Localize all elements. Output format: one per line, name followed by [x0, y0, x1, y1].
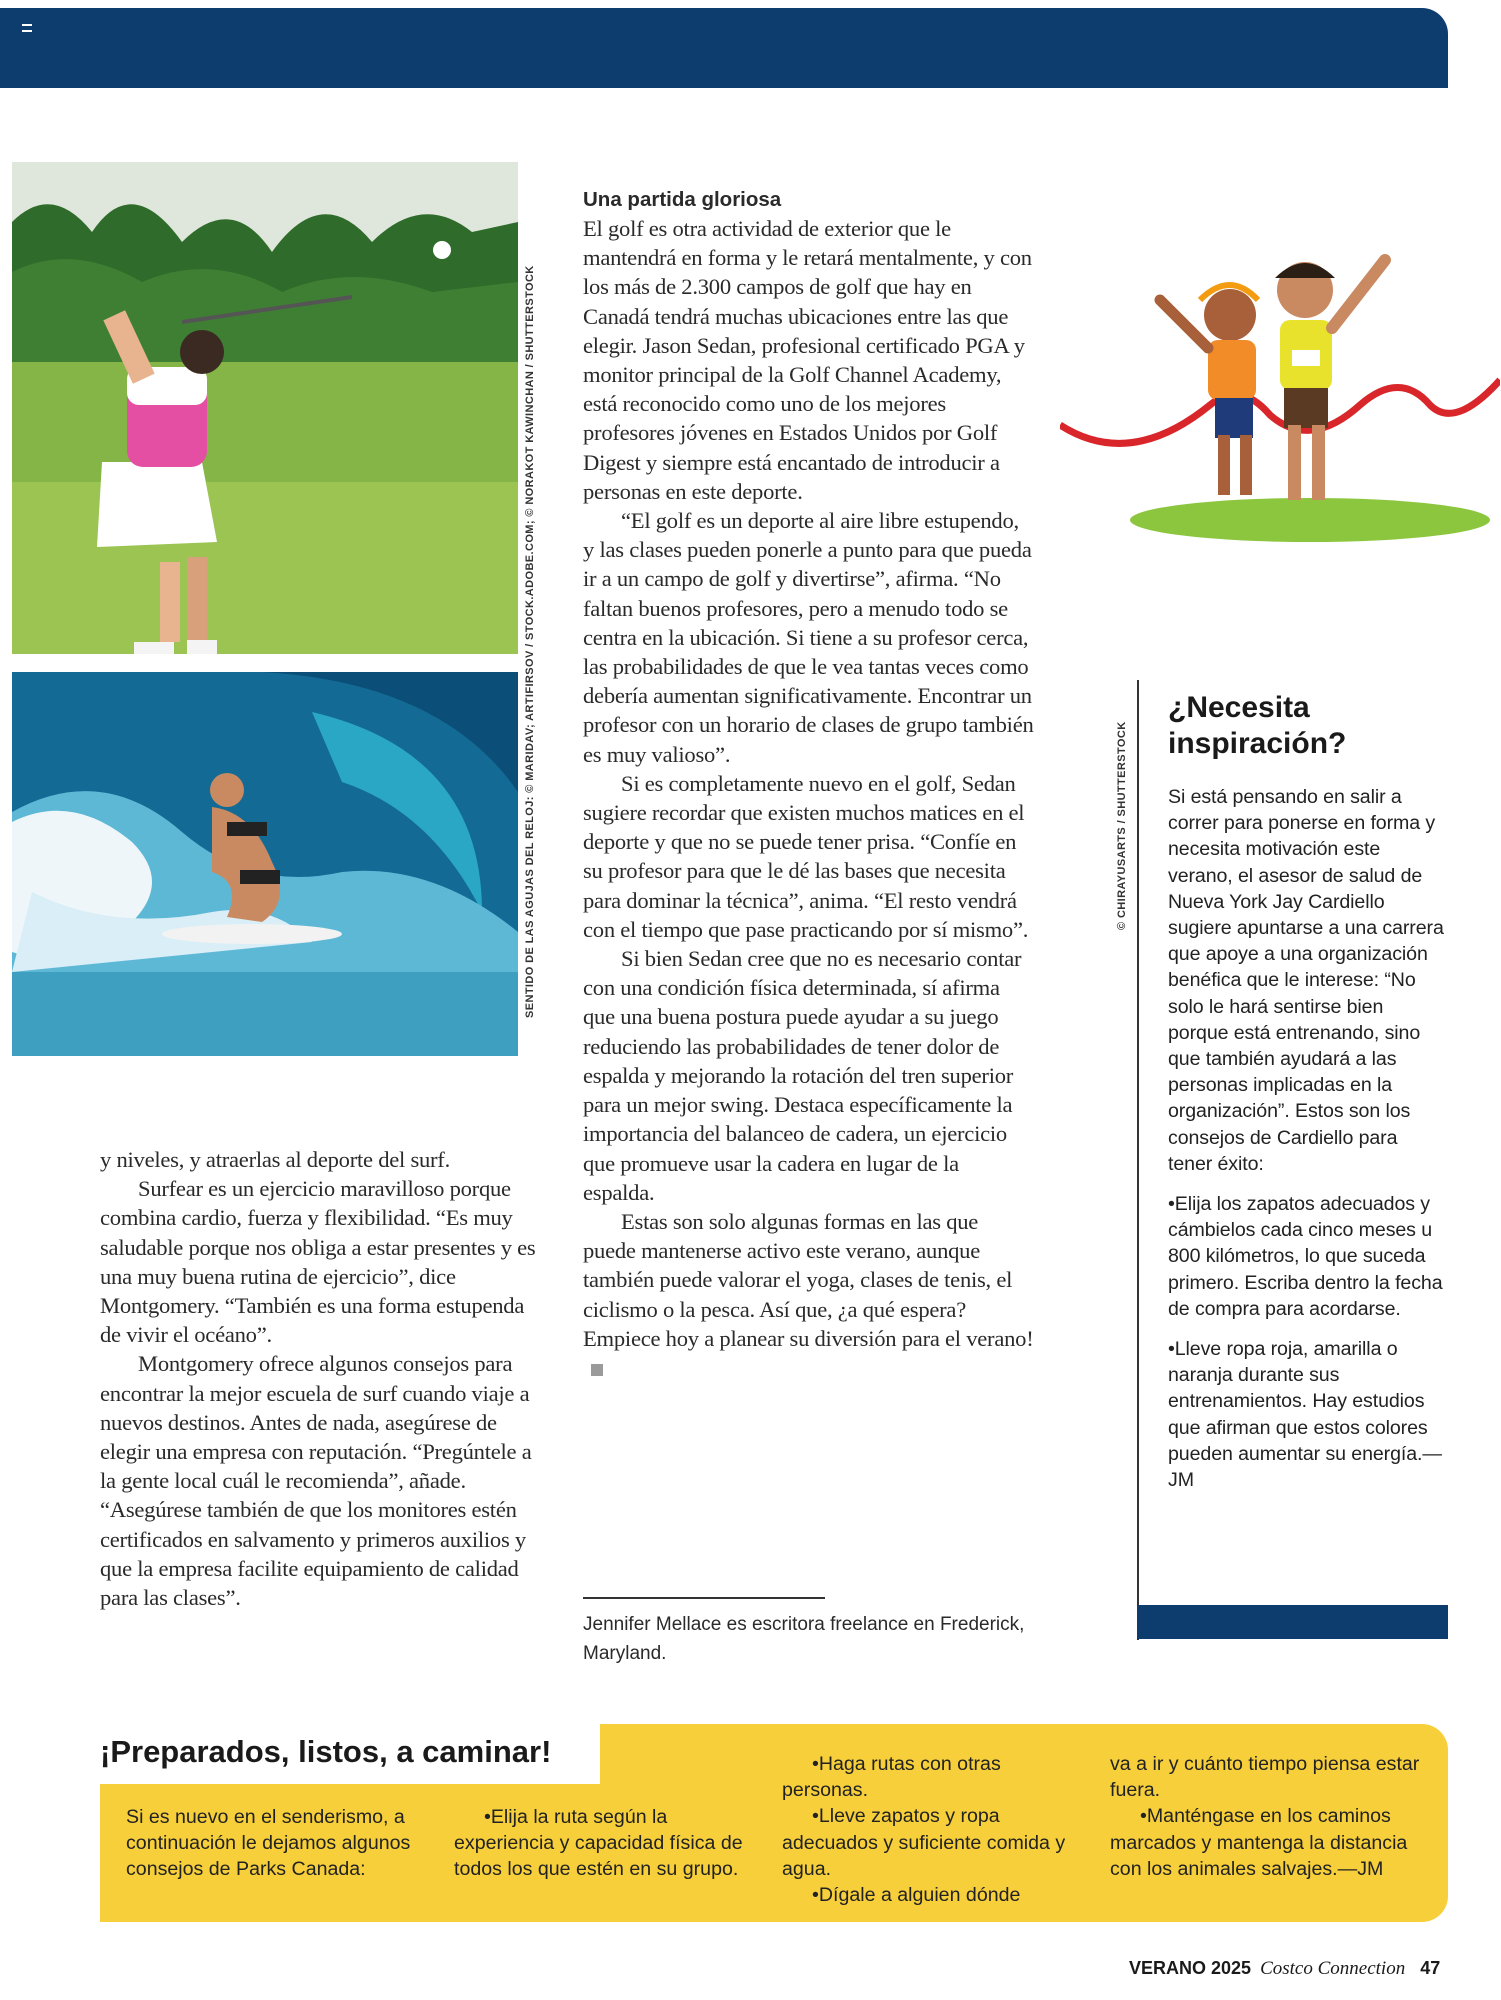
middle-paragraph-3: Si es completamente nuevo en el golf, Sedan sugiere recordar que existen muchos matices en el deporte y que no se puede tener prisa. “Confíe en su profesor para que le dé las bases que necesita para dominar la técnica”, anima. “El resto vendrá con el tiempo que pase practicando por sí mismo”.	[583, 770, 1029, 942]
footer-issue: VERANO 2025	[1129, 1958, 1252, 1978]
walk-tip-tell-cont: va a ir y cuánto tiempo piensa estar fuera.	[1110, 1753, 1420, 1802]
top-banner	[0, 8, 1448, 88]
illustration-credit: © CHIRAYUSARTS / SHUTTERSTOCK	[1116, 721, 1128, 930]
middle-paragraph-4: Si bien Sedan cree que no es necesario contar con una condición física determinada, sí afirma que una buena postura puede ayudar a su juego reduciendo las probabilidades de tener dolor de espalda y mejorando la rotación del tren superior para un mejor swing. Destaca específicamente la importancia del balanceo de cadera, un ejercicio que promueve usar la cadera en lugar de la espalda.	[583, 946, 1022, 1205]
walk-col-3	[782, 1751, 1082, 1908]
photo-credits: SENTIDO DE LAS AGUJAS DEL RELOJ: © MARIDAV; ARTIFIRSOV / STOCK.ADOBE.COM; © NORAKOT KAWINCHAN / SHUTTERSTOCK	[524, 265, 536, 1018]
walk-tip-route: •Elija la ruta según la experiencia y capacidad física de todos los que estén en su grupo.	[454, 1806, 743, 1881]
middle-paragraph-5-text: Estas son solo algunas formas en las que puede mantenerse activo este verano, aunque también puede valorar el yoga, clases de tenis, el ciclismo o la pesca. Así que, ¿a qué espera? Empiece hoy a planear su diversión para el verano!	[583, 1208, 1034, 1351]
middle-paragraph-1: El golf es otra actividad de exterior que le mantendrá en forma y le retará mentalmente, y con los más de 2.300 campos de golf que hay en Canadá tendrá muchas ubicaciones entre las que elegir. Jason Sedan, profesional certificado PGA y monitor principal de la Golf Channel Academy, está reconocido como uno de los mejores profesores jóvenes en Estados Unidos por Golf Digest y siempre está encantado de introducir a personas en este deporte.	[583, 216, 1032, 504]
author-bio: Jennifer Mellace es escritora freelance en Frederick, Maryland.	[583, 1614, 1025, 1664]
surf-photo	[12, 672, 518, 1056]
golf-photo	[12, 162, 518, 654]
page-number: 47	[1420, 1958, 1441, 1978]
walk-box	[100, 1724, 1448, 1924]
walk-tip-gear: •Lleve zapatos y ropa adecuados y suficiente comida y agua.	[782, 1805, 1066, 1880]
middle-column	[583, 186, 1035, 1382]
end-mark-icon	[591, 1364, 603, 1376]
middle-paragraph-5	[583, 1207, 1035, 1382]
left-paragraph-1: y niveles, y atraerlas al deporte del surf.	[100, 1147, 450, 1172]
left-paragraph-3: Montgomery ofrece algunos consejos para encontrar la mejor escuela de surf cuando viaje a nuevos destinos. Antes de nada, asegúrese de elegir una empresa con reputación. “Pregúntele a la gente local cuál le recomienda”, añade. “Asegúrese también de que los monitores estén certificados en salvamento y primeros auxilios y que la empresa facilite equipamiento de calidad para las clases”.	[100, 1351, 532, 1611]
bio-divider	[583, 1597, 825, 1599]
walk-tip-company: •Haga rutas con otras personas.	[782, 1753, 1001, 1802]
menu-icon	[22, 24, 32, 32]
left-column	[100, 1145, 548, 1612]
sidebar-intro: Si está pensando en salir a correr para ponerse en forma y necesita motivación este verano, el asesor de salud de Nueva York Jay Cardiello sugiere apuntarse a una carrera que apoye a una organización benéfica que le interese: “No solo le hará sentirse bien porque está entrenando, sino que también ayudará a las personas implicadas en la organización”. Estos son los consejos de Cardiello para tener éxito:	[1168, 786, 1444, 1175]
sidebar-title: ¿Necesita inspiración?	[1168, 691, 1347, 760]
left-paragraph-2: Surfear es un ejercicio maravilloso porque combina cardio, fuerza y flexibilidad. “Es muy saludable porque nos obliga a estar presentes y es una muy buena rutina de ejercicio”, dice Montgomery. “También es una forma estupenda de vivir el océano”.	[100, 1176, 536, 1348]
walk-tip-tell: •Dígale a alguien dónde	[812, 1884, 1021, 1907]
walk-intro: Si es nuevo en el senderismo, a continuación le dejamos algunos consejos de Parks Canada:	[126, 1806, 411, 1881]
sidebar-tip-shoes: •Elija los zapatos adecuados y cámbielos cada cinco meses u 800 kilómetros, lo que suceda primero. Escriba dentro la fecha de compra para acordarse.	[1168, 1193, 1443, 1320]
inspiration-sidebar	[1137, 680, 1449, 1640]
walk-col-1	[126, 1804, 426, 1883]
runners-illustration	[1060, 230, 1500, 560]
sidebar-body	[1168, 784, 1444, 1507]
walk-tip-trails: •Manténgase en los caminos marcados y mantenga la distancia con los animales salvajes.—JM	[1110, 1805, 1408, 1880]
sidebar-tip-clothing: •Lleve ropa roja, amarilla o naranja durante sus entrenamientos. Hay estudios que afirman que estos colores pueden aumentar su energía.—JM	[1168, 1338, 1442, 1492]
page-footer	[1129, 1958, 1440, 1980]
sidebar-bottom-bar	[1137, 1605, 1448, 1639]
walk-col-2	[454, 1804, 754, 1883]
subhead-golf: Una partida gloriosa	[583, 188, 782, 211]
walk-box-title: ¡Preparados, listos, a caminar!	[100, 1734, 552, 1769]
footer-magazine: Costco Connection	[1260, 1958, 1406, 1979]
walk-col-4	[1110, 1751, 1430, 1882]
middle-paragraph-2: “El golf es un deporte al aire libre estupendo, y las clases pueden ponerle a punto para que pueda ir a un campo de golf y divertirse”, afirma. “No faltan buenos profesores, pero a menudo todo se centra en la ubicación. Si tiene a su profesor cerca, las probabilidades de que le vea tantas veces como debería aumentan significativamente. Encontrar un profesor con un horario de clases de grupo también es muy valioso”.	[583, 508, 1034, 767]
